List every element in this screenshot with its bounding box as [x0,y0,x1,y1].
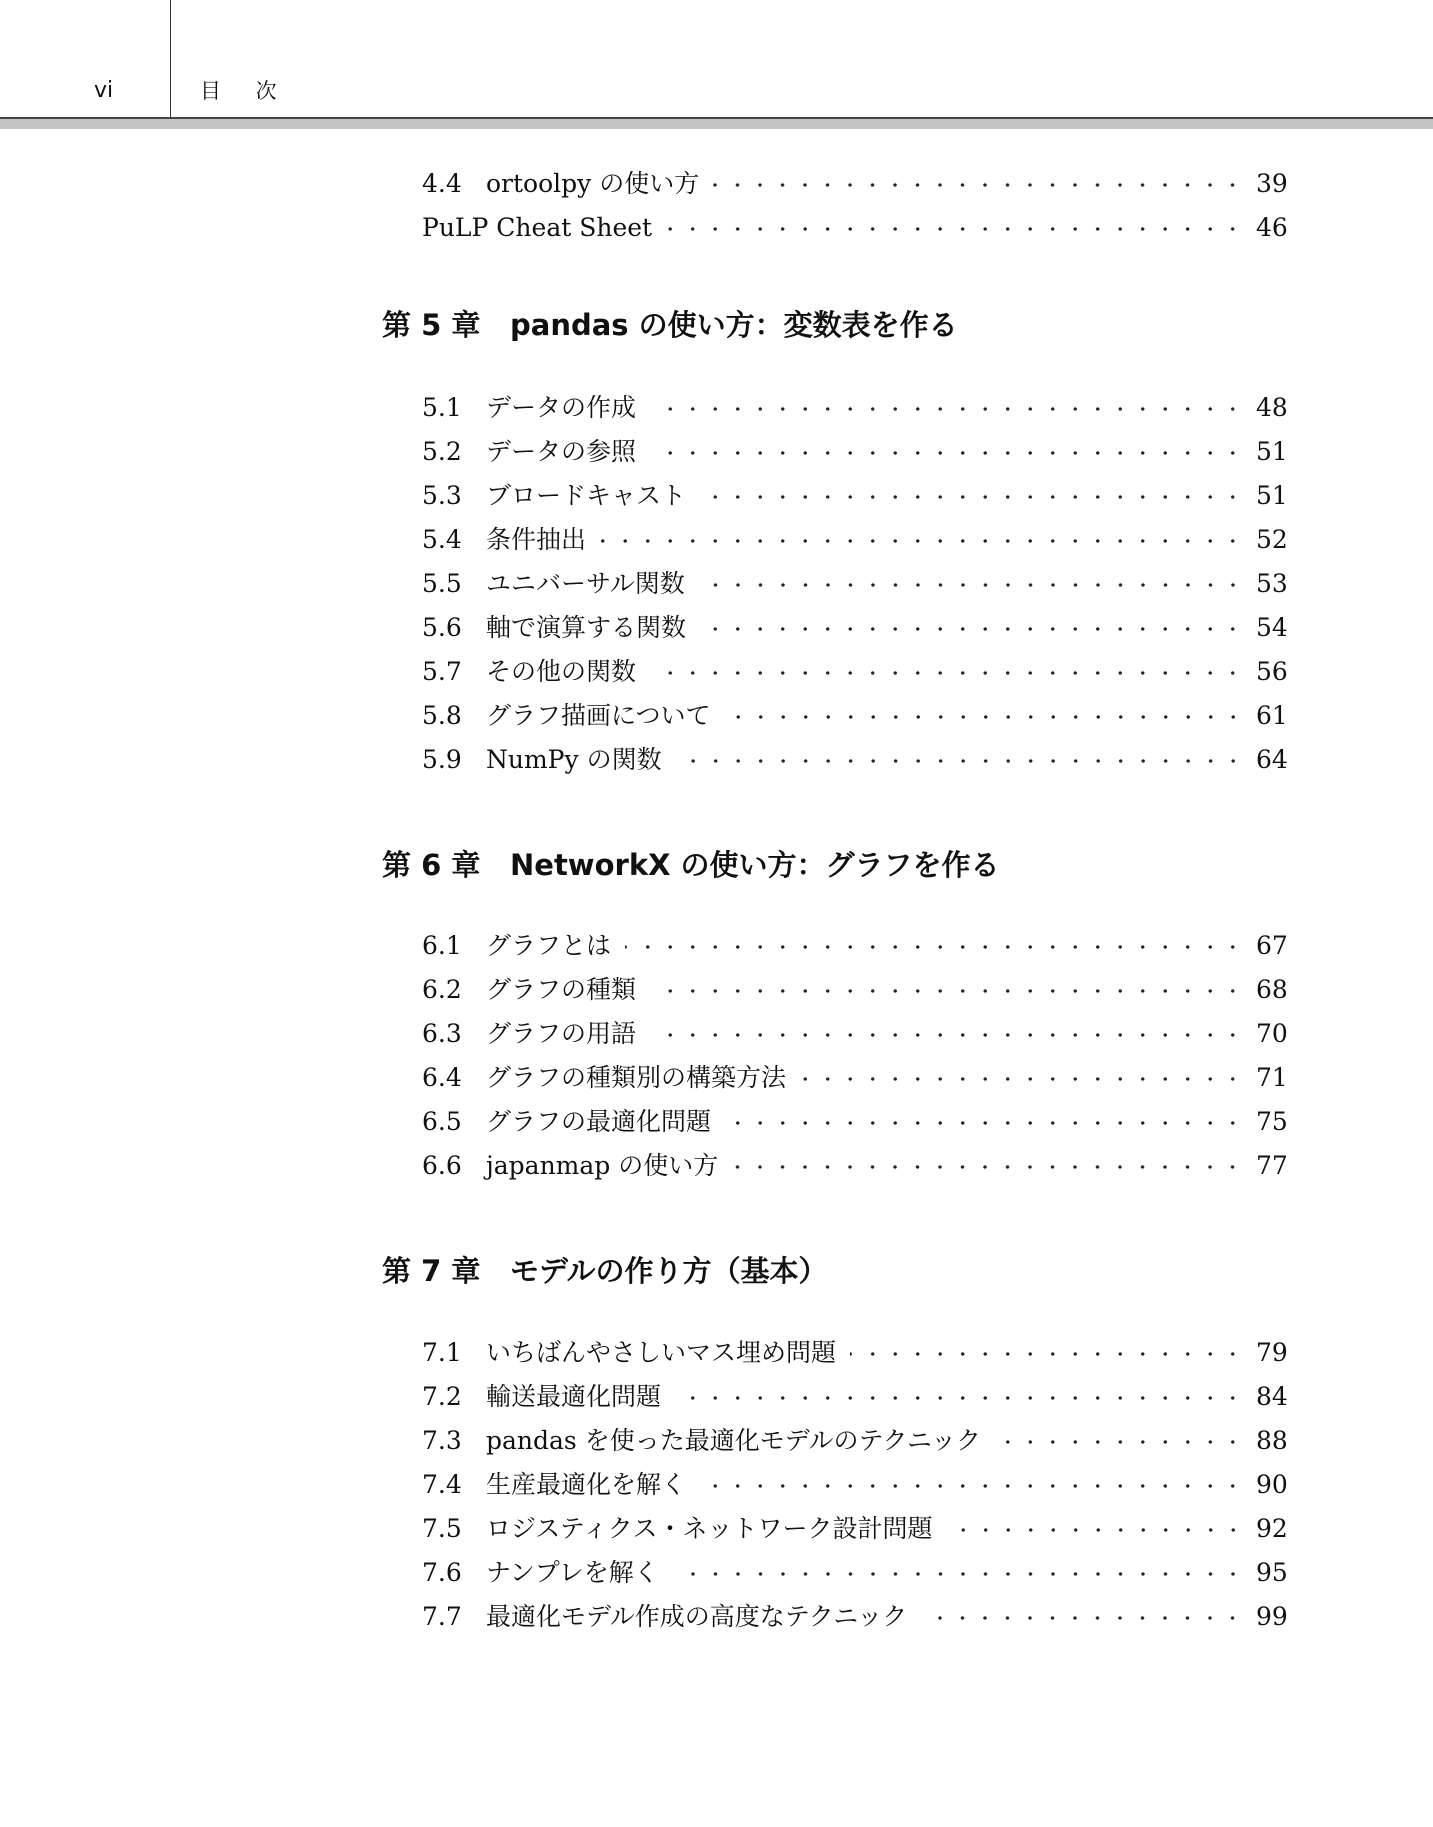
dot-leader [676,752,1244,770]
toc-entry[interactable] [422,430,1286,474]
entry-number: 5.9 [422,745,462,774]
entry-title: グラフとは [486,931,612,960]
dot-leader [800,1070,1244,1088]
chapter-title: モデルの作り方（基本） [510,1254,828,1288]
entry-page: 88 [1256,1426,1288,1455]
chapter-label: 第 7 章 [382,1254,481,1288]
toc-entry[interactable] [422,606,1286,650]
entry-title: ロジスティクス・ネットワーク設計問題 [486,1514,933,1543]
dot-leader [995,1433,1244,1451]
dot-leader [732,1158,1244,1176]
entry-page: 70 [1256,1019,1288,1048]
dot-leader [921,1609,1244,1627]
entry-number: 7.4 [422,1470,462,1499]
entry-title: PuLP Cheat Sheet [422,213,653,242]
running-title: 目 次 [200,79,291,103]
entry-page: 56 [1256,657,1288,686]
dot-leader [625,938,1244,956]
entry-title: NumPy の関数 [486,745,662,774]
dot-leader [666,220,1244,238]
toc-entry[interactable] [422,162,1286,206]
entry-title: ブロードキャスト [486,481,687,510]
entry-page: 75 [1256,1107,1288,1136]
entry-number: 6.1 [422,931,462,960]
toc-entry[interactable] [422,386,1286,430]
entry-number: 7.7 [422,1602,462,1631]
toc-entry[interactable] [422,1100,1286,1144]
entry-page: 54 [1256,613,1288,642]
dot-leader [725,708,1244,726]
entry-number: 5.6 [422,613,462,642]
entry-page: 79 [1256,1338,1288,1367]
entry-title: ortoolpy の使い方 [486,169,700,198]
entry-number: 6.6 [422,1151,462,1180]
entry-page: 61 [1256,701,1288,730]
entry-number: 6.3 [422,1019,462,1048]
entry-title: 軸で演算する関数 [486,613,687,642]
dot-leader [600,532,1244,550]
dot-leader [650,444,1244,462]
entry-number: 5.1 [422,393,462,422]
entry-page: 67 [1256,931,1288,960]
entry-number: 5.5 [422,569,462,598]
entry-number: 5.7 [422,657,462,686]
chapter-heading[interactable] [382,300,1286,350]
header-band [0,119,1433,129]
entry-page: 48 [1256,393,1288,422]
entry-title: 条件抽出 [486,525,587,554]
toc-entry[interactable] [422,1595,1286,1639]
entry-page: 68 [1256,975,1288,1004]
toc-entry[interactable] [422,562,1286,606]
dot-leader [650,400,1244,418]
toc-entry[interactable] [422,1331,1286,1375]
toc-entry[interactable] [422,694,1286,738]
chapter-title: pandas の使い方：変数表を作る [510,308,958,342]
entry-number: 6.4 [422,1063,462,1092]
dot-leader [650,664,1244,682]
dot-leader [700,620,1244,638]
entry-number: 4.4 [422,169,462,198]
entry-page: 53 [1256,569,1288,598]
toc-entry[interactable] [422,1144,1286,1188]
dot-leader [673,1565,1244,1583]
toc-entry[interactable] [422,1375,1286,1419]
dot-leader [650,982,1244,1000]
entry-title: 輸送最適化問題 [486,1382,662,1411]
header-divider [170,0,171,117]
entry-page: 84 [1256,1382,1288,1411]
entry-number: 5.4 [422,525,462,554]
dot-leader [700,1477,1244,1495]
entry-page: 39 [1256,169,1288,198]
entry-title: 最適化モデル作成の高度なテクニック [486,1602,908,1631]
entry-page: 95 [1256,1558,1288,1587]
toc-entry[interactable] [422,1056,1286,1100]
entry-number: 7.1 [422,1338,462,1367]
entry-page: 71 [1256,1063,1288,1092]
entry-title: グラフの最適化問題 [486,1107,712,1136]
dot-leader [700,488,1244,506]
entry-number: 6.5 [422,1107,462,1136]
entry-title: japanmap の使い方 [486,1151,719,1180]
toc-entry[interactable] [422,206,1286,250]
entry-page: 64 [1256,745,1288,774]
entry-number: 5.2 [422,437,462,466]
dot-leader [699,576,1244,594]
dot-leader [947,1521,1244,1539]
toc-entry[interactable] [422,474,1286,518]
toc-entry[interactable] [422,1419,1286,1463]
entry-title: ナンプレを解く [486,1558,659,1587]
entry-page: 99 [1256,1602,1288,1631]
entry-number: 7.5 [422,1514,462,1543]
entry-number: 5.8 [422,701,462,730]
entry-number: 5.3 [422,481,462,510]
page-header [0,0,1433,118]
dot-leader [850,1345,1244,1363]
dot-leader [675,1389,1244,1407]
chapter-heading[interactable] [382,840,1286,890]
entry-page: 52 [1256,525,1288,554]
entry-number: 7.2 [422,1382,462,1411]
entry-page: 92 [1256,1514,1288,1543]
entry-title: 生産最適化を解く [486,1470,687,1499]
chapter-label: 第 6 章 [382,848,481,882]
entry-number: 7.3 [422,1426,462,1455]
entry-title: データの作成 [486,393,637,422]
page-number: vi [94,78,114,103]
chapter-label: 第 5 章 [382,308,481,342]
entry-title: データの参照 [486,437,637,466]
entry-number: 6.2 [422,975,462,1004]
entry-title: グラフの種類 [486,975,637,1004]
entry-title: グラフの種類別の構築方法 [486,1063,787,1092]
toc-entry[interactable] [422,650,1286,694]
entry-title: その他の関数 [486,657,637,686]
toc-entry[interactable] [422,1507,1286,1551]
dot-leader [650,1026,1244,1044]
dot-leader [713,176,1244,194]
toc-entry[interactable] [422,738,1286,782]
entry-title: ユニバーサル関数 [486,569,685,598]
chapter-title: NetworkX の使い方：グラフを作る [510,848,1000,882]
toc-entry[interactable] [422,1551,1286,1595]
entry-page: 51 [1256,481,1288,510]
dot-leader [725,1114,1244,1132]
entry-title: グラフの用語 [486,1019,637,1048]
entry-number: 7.6 [422,1558,462,1587]
toc-entry[interactable] [422,1463,1286,1507]
entry-page: 51 [1256,437,1288,466]
toc-entry[interactable] [422,924,1286,968]
entry-title: pandas を使った最適化モデルのテクニック [486,1426,981,1455]
chapter-heading[interactable] [382,1246,1286,1296]
entry-page: 46 [1256,213,1288,242]
entry-title: グラフ描画について [486,701,711,730]
toc-entry[interactable] [422,518,1286,562]
toc-entry[interactable] [422,968,1286,1012]
entry-page: 90 [1256,1470,1288,1499]
entry-title: いちばんやさしいマス埋め問題 [486,1338,837,1367]
toc-entry[interactable] [422,1012,1286,1056]
entry-page: 77 [1256,1151,1288,1180]
